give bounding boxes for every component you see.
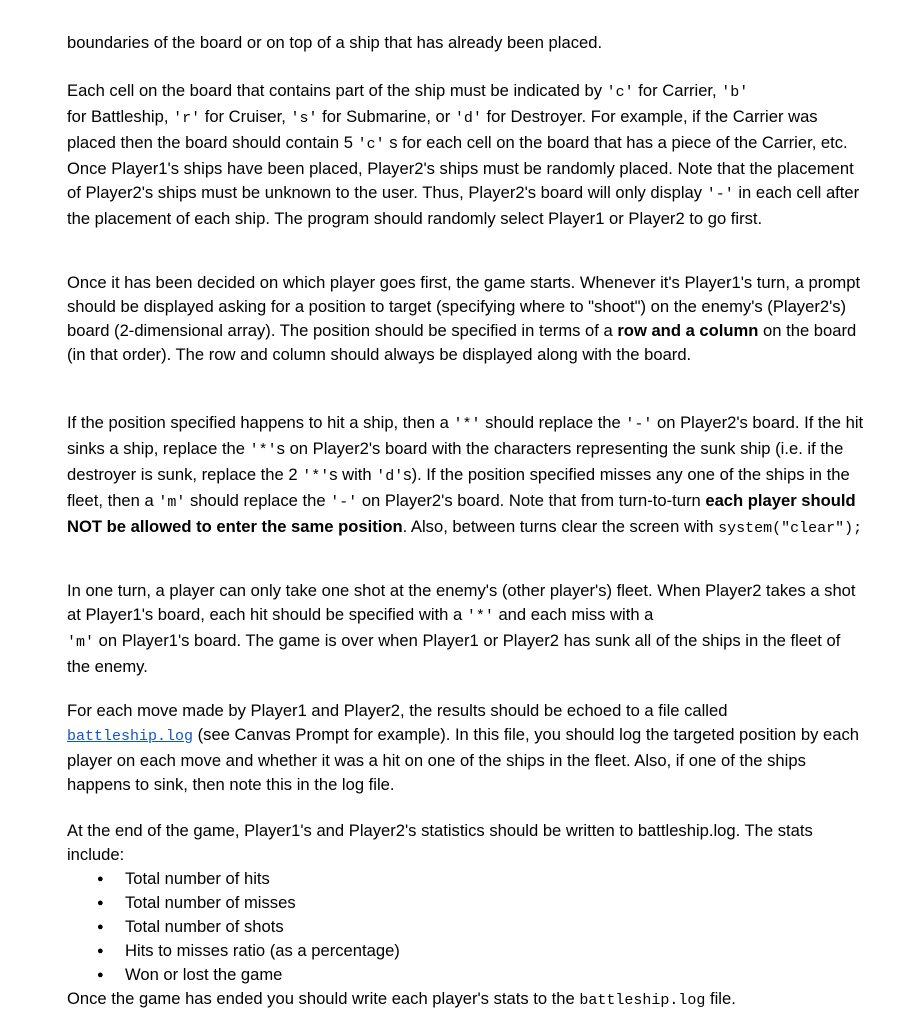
paragraph-one-turn: In one turn, a player can only take one shot at the enemy's (other player's) fleet. When Player2 takes a shot at Player1's board, each hit should be specified with a '*' and each miss with a 'm' on Player1's board. The game is over when Player1 or Player2 has sunk all of the ships in the fleet of the enemy.	[67, 581, 856, 676]
code-d: 'd'	[376, 468, 404, 485]
paragraph-log-file: For each move made by Player1 and Player2, the results should be echoed to a file called battleship.log (see Canvas Prompt for example). In this file, you should log the targeted position by each player on each move and whether it was a hit on one of the ships in the fleet. Also, if one of the ships happens to sink, then note this in the log file.	[67, 701, 859, 794]
code-dash: '-'	[706, 186, 734, 203]
code-star-3: '*'	[302, 468, 330, 485]
stats-outro: Once the game has ended you should write each player's stats to the battleship.log file.	[67, 989, 736, 1009]
paragraph-board-boundaries: boundaries of the board or on top of a ship that has already been placed.	[67, 33, 603, 52]
list-item: ● Total number of shots	[67, 915, 867, 939]
code-dash: '-'	[625, 416, 653, 433]
paragraph-hit-miss: If the position specified happens to hit a ship, then a '*' should replace the '-' on Player2's board. If the hit sinks a ship, replace the '*'s on Player2's board with the characters representing the sunk ship (i.e. if the destroyer is sunk, replace the 2 '*'s with 'd's). If the position specified misses any one of the ships in the fleet, then a 'm' should replace the '-' on Player2's board. Note that from turn-to-turn each player should NOT be allowed to enter the same position. Also, between turns clear the screen with system("clear");	[67, 413, 864, 537]
code-d: 'd'	[454, 110, 482, 127]
stats-intro: At the end of the game, Player1's and Player2's statistics should be written to battleship.log. The stats include:	[67, 821, 813, 864]
paragraph-statistics	[67, 819, 867, 1013]
code-c: 'c'	[606, 84, 634, 101]
code-battleship-log: battleship.log	[579, 992, 706, 1009]
list-item: ● Won or lost the game	[67, 963, 867, 987]
list-item: ● Total number of misses	[67, 891, 867, 915]
bold-same-position: each player should NOT be allowed to enter the same position	[67, 491, 856, 536]
battleship-log-link[interactable]: battleship.log	[67, 728, 194, 745]
code-star-2: '*'	[249, 442, 277, 459]
list-item: ● Total number of hits	[67, 867, 867, 891]
code-star: '*'	[453, 416, 481, 433]
code-s: 's'	[290, 110, 318, 127]
code-m: 'm'	[158, 494, 186, 511]
code-c-2: 'c'	[357, 136, 385, 153]
paragraph-game-start: Once it has been decided on which player goes first, the game starts. Whenever it's Player1's turn, a prompt should be displayed asking for a position to target (specifying where to "shoot") on the enemy's (Player2's) board (2-dimensional array). The position should be specified in terms of a row and a column on the board (in that order). The row and column should always be displayed along with the board.	[67, 273, 861, 364]
stats-list	[67, 867, 867, 987]
code-r: 'r'	[173, 110, 201, 127]
code-dash-2: '-'	[330, 494, 358, 511]
code-system-clear: system("clear");	[718, 520, 863, 537]
code-star: '*'	[466, 608, 494, 625]
code-b: 'b'	[721, 84, 749, 101]
list-item: ● Hits to misses ratio (as a percentage)	[67, 939, 867, 963]
code-m: 'm'	[67, 634, 95, 651]
bold-row-column: row and a column	[617, 321, 759, 340]
paragraph-ship-cells: Each cell on the board that contains part of the ship must be indicated by 'c' for Carrier, 'b' for Battleship, 'r' for Cruiser, 's' for Submarine, or 'd' for Destroyer. For example, if the Carrier was placed then the board should contain 5 'c' s for each cell on the board that has a piece of the Carrier, etc. Once Player1's ships have been placed, Player2's ships must be randomly placed. Note that the placement of Player2's ships must be unknown to the user. Thus, Player2's board will only display '-' in each cell after the placement of each ship. The program should randomly select Player1 or Player2 to go first.	[67, 81, 860, 228]
